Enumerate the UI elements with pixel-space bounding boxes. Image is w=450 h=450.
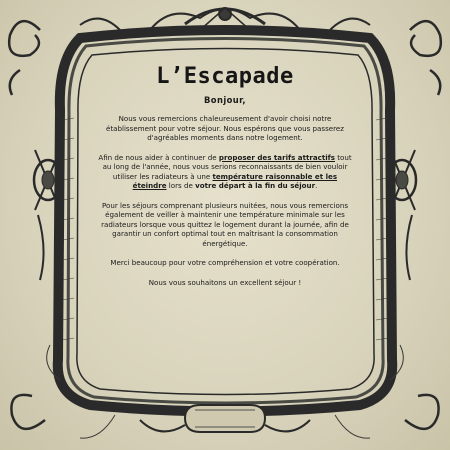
paragraph-multi-night-text: Pour les séjours comprenant plusieurs nuitées, nous vous remercions également de veiller à maintenir une température minimale sur les radiateurs lorsque vous quittez le logement durant la journée, afin de garantir un confort optimal tout en maîtrisant la consommation énergétique. <box>101 200 349 248</box>
paragraph-multi-night <box>96 201 354 249</box>
paragraph-welcome-text: Nous vous remercions chaleureusement d'avoir choisi notre établissement pour votre séjour. Nous espérons que vous passerez d'agréables moments dans notre logement. <box>106 114 344 142</box>
paragraph-closing-text: Nous vous souhaitons un excellent séjour ! <box>148 277 302 287</box>
paragraph-heating-request <box>96 153 354 191</box>
paragraph-thanks <box>96 258 354 268</box>
paragraph-welcome <box>96 114 354 143</box>
paragraph-thanks-text: Merci beaucoup pour votre compréhension et votre coopération. <box>110 258 340 267</box>
paragraph-heating-part2: tout au long de l'année, nous vous serions reconnaissants de bien vouloir utiliser les radiateurs à une <box>102 152 352 181</box>
paragraph-heating-part1: Afin de nous aider à continuer de <box>98 152 219 162</box>
page-title: L’Escapade <box>156 64 294 89</box>
paragraph-heating-part4: . <box>315 181 318 190</box>
emphasis-depart: votre départ à la fin du séjour <box>195 181 316 190</box>
notice-text-block <box>96 60 354 390</box>
emphasis-tarifs: proposer des tarifs attractifs <box>218 152 335 162</box>
greeting: Bonjour, <box>204 95 246 105</box>
paragraph-closing <box>96 278 354 288</box>
emphasis-temperature: température raisonnable et les éteindre <box>132 171 338 190</box>
paragraph-heating-part3: lors de <box>166 181 196 190</box>
